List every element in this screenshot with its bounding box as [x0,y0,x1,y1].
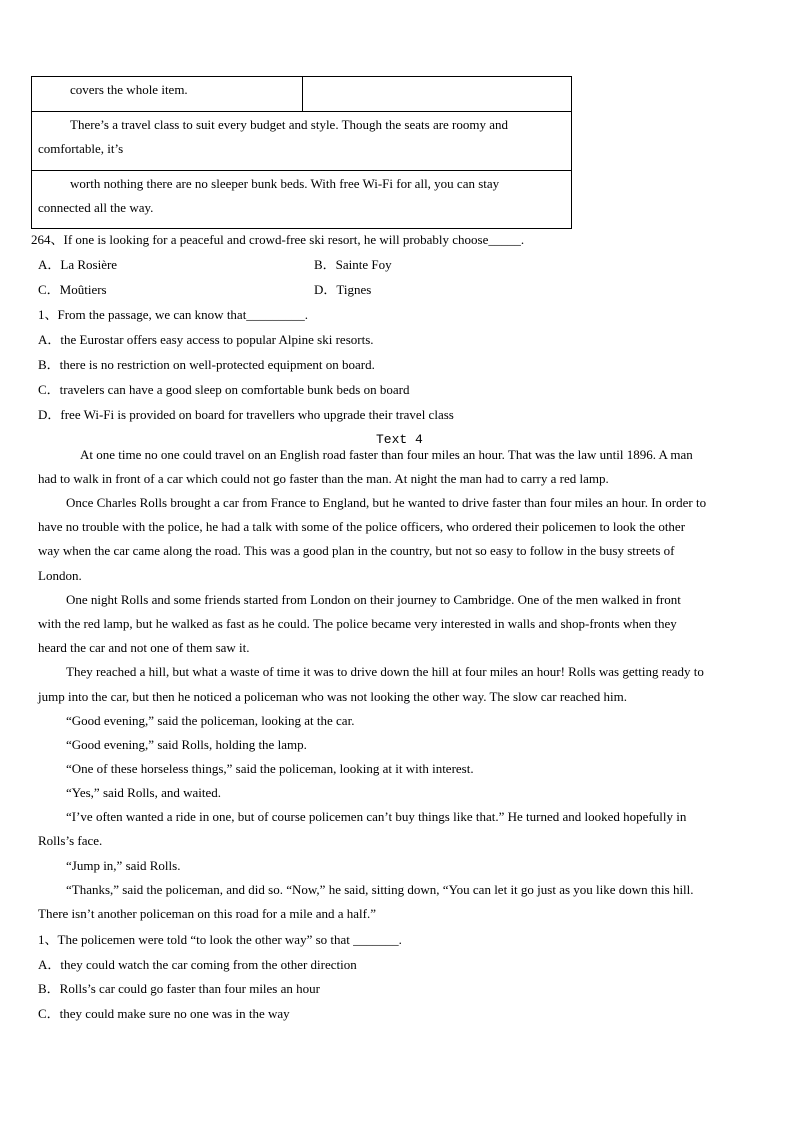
table-cell: There’s a travel class to suit every budget and style. Though the seats are roomy and [70,117,509,132]
passage-line: “Good evening,” said the policeman, looking at the car. [66,713,355,728]
passage-line: “Yes,” said Rolls, and waited. [66,785,222,800]
passage-line: had to walk in front of a car which could not go faster than the man. At night the man had to carry a red lamp. [38,471,609,486]
option-b: B．Sainte Foy [314,257,392,272]
passage-line: jump into the car, but then he noticed a policeman who was not looking the other way. The slow car reached him. [38,689,628,704]
option-c: C．they could make sure no one was in the way [38,1006,290,1021]
section-title: Text 4 [376,432,423,447]
passage-line: have no trouble with the police, he had a talk with some of the police officers, who ordered their policemen to look the other [38,519,686,534]
passage-line: Once Charles Rolls brought a car from France to England, but he wanted to drive faster than four miles an hour. In order to [66,495,707,510]
passage-line: with the red lamp, but he walked as fast as he could. The police became very interested in walls and shop-fronts when they [38,616,677,631]
table-divider [302,77,303,111]
option-a: A．the Eurostar offers easy access to popular Alpine ski resorts. [38,332,374,347]
passage-line: “One of these horseless things,” said the policeman, looking at it with interest. [66,761,474,776]
passage-line: “Thanks,” said the policeman, and did so. “Now,” he said, sitting down, “You can let it go just as you like down this hill. [66,882,694,897]
table-cell: worth nothing there are no sleeper bunk beds. With free Wi-Fi for all, you can stay [70,176,500,191]
passage-line: “I’ve often wanted a ride in one, but of course policemen can’t buy things like that.” He turned and looked hopefully in [66,809,687,824]
question-stem: 1、The policemen were told “to look the other way” so that _______. [38,932,402,947]
table-divider [32,111,571,112]
option-b: B．Rolls’s car could go faster than four miles an hour [38,981,320,996]
option-d: D．free Wi-Fi is provided on board for travellers who upgrade their travel class [38,407,454,422]
passage-line: London. [38,568,82,583]
option-c: C．travelers can have a good sleep on comfortable bunk beds on board [38,382,410,397]
passage-line: way when the car came along the road. This was a good plan in the country, but not so easy to follow in the busy streets of [38,543,675,558]
passage-line: heard the car and not one of them saw it. [38,640,250,655]
table-divider [32,170,571,171]
option-c: C．Moûtiers [38,282,107,297]
option-b: B．there is no restriction on well-protected equipment on board. [38,357,375,372]
table-cell: connected all the way. [38,200,154,215]
option-d: D．Tignes [314,282,372,297]
passage-line: There isn’t another policeman on this road for a mile and a half.” [38,906,376,921]
passage-line: They reached a hill, but what a waste of time it was to drive down the hill at four miles an hour! Rolls was getting ready to [66,664,704,679]
passage-line: At one time no one could travel on an English road faster than four miles an hour. That was the law until 1896. A man [80,447,693,462]
passage-line: “Good evening,” said Rolls, holding the lamp. [66,737,307,752]
passage-line: “Jump in,” said Rolls. [66,858,181,873]
passage-line: One night Rolls and some friends started from London on their journey to Cambridge. One of the men walked in front [66,592,681,607]
option-a: A．La Rosière [38,257,118,272]
question-stem: 1、From the passage, we can know that_________. [38,307,309,322]
table-cell: covers the whole item. [70,82,188,97]
table-cell: comfortable, it’s [38,141,124,156]
passage-line: Rolls’s face. [38,833,103,848]
option-a: A．they could watch the car coming from the other direction [38,957,357,972]
question-stem: 264、If one is looking for a peaceful and crowd-free ski resort, he will probably choose_____. [31,232,525,247]
